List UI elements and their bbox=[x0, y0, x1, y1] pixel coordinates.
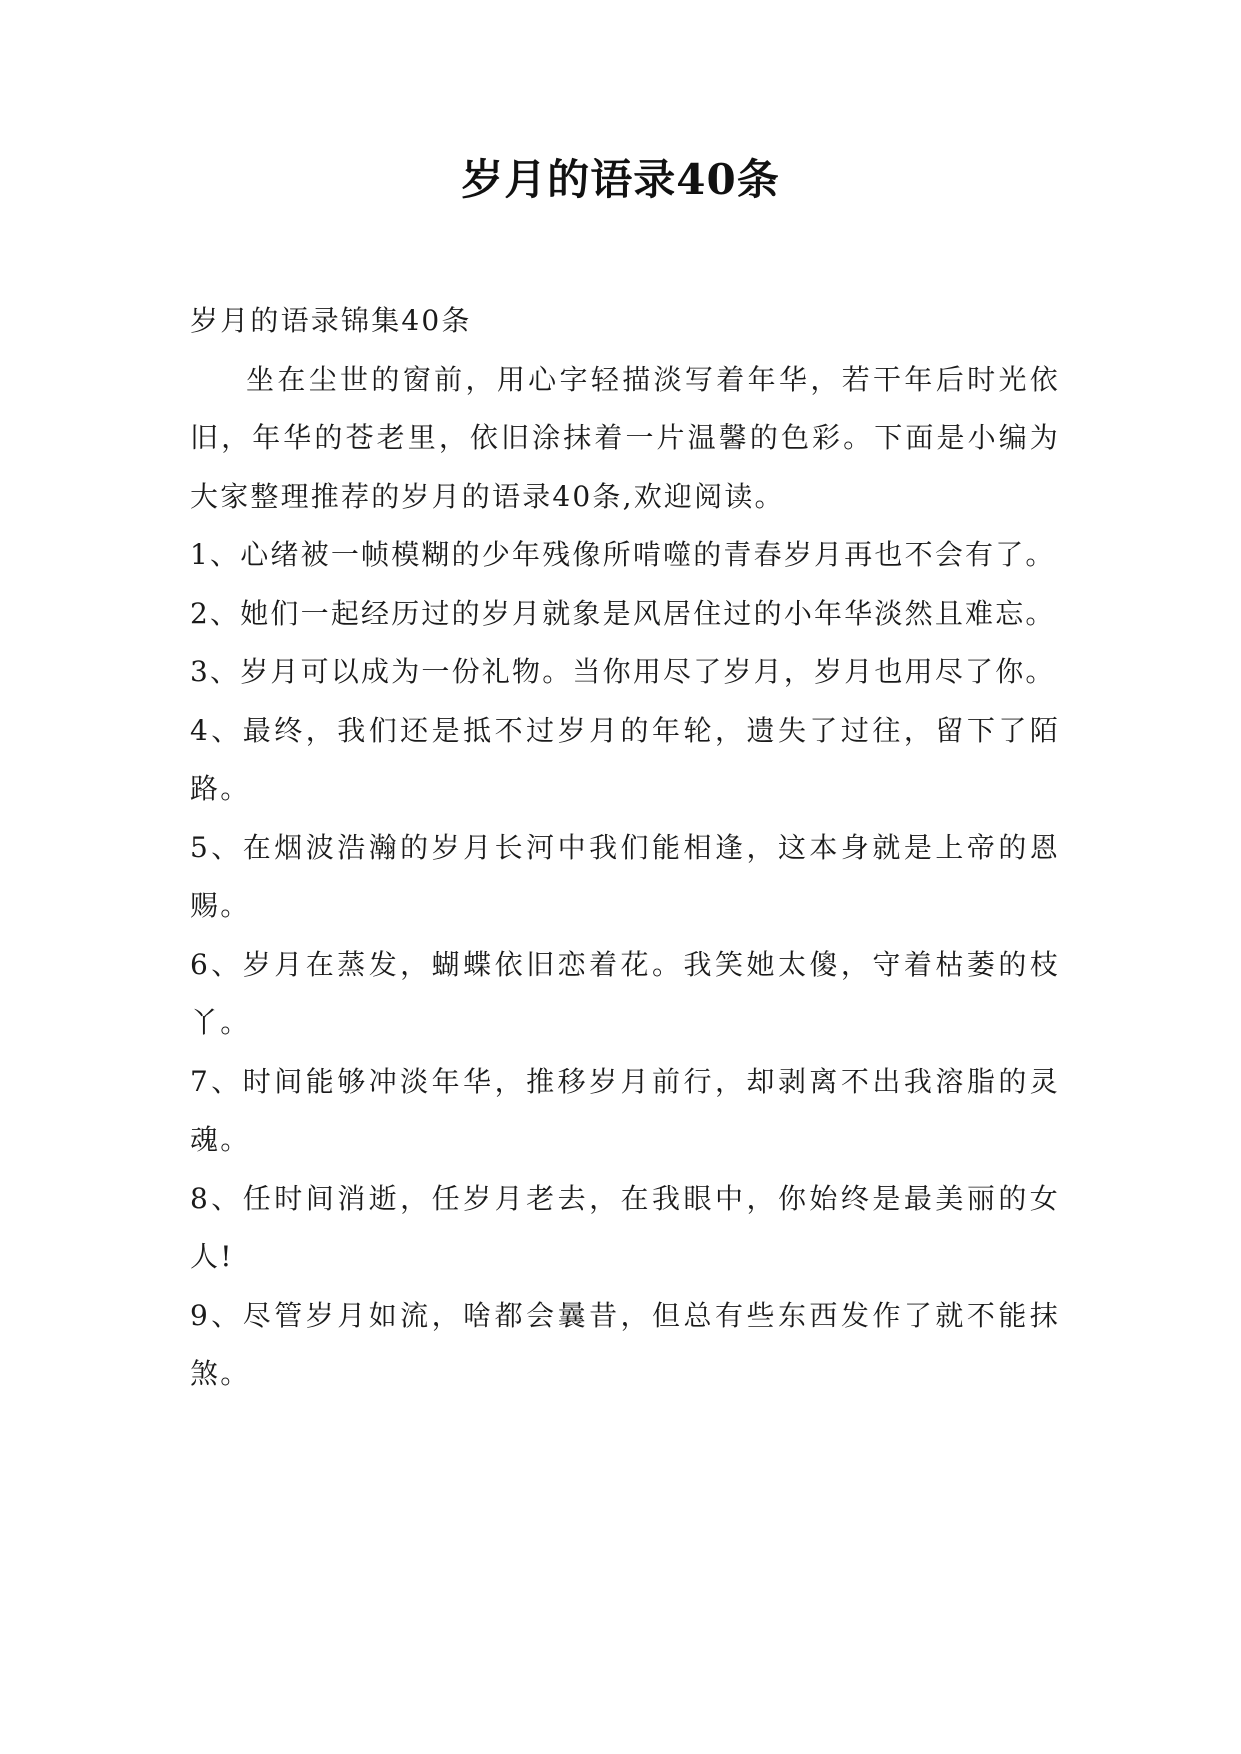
quote-item: 7、时间能够冲淡年华，推移岁月前行，却剥离不出我溶脂的灵魂。 bbox=[190, 1064, 1060, 1156]
quote-item: 4、最终，我们还是抵不过岁月的年轮，遗失了过往，留下了陌路。 bbox=[190, 713, 1060, 805]
intro-paragraph: 坐在尘世的窗前，用心字轻描淡写着年华，若干年后时光依旧，年华的苍老里，依旧涂抹着一片温馨的色彩。下面是小编为大家整理推荐的岁月的语录40条,欢迎阅读。 bbox=[190, 362, 1060, 513]
quote-item: 6、岁月在蒸发，蝴蝶依旧恋着花。我笑她太傻，守着枯萎的枝丫。 bbox=[190, 947, 1060, 1039]
quote-item: 2、她们一起经历过的岁月就象是风居住过的小年华淡然且难忘。 bbox=[190, 596, 1056, 630]
document-title: 岁月的语录40条 bbox=[461, 155, 780, 204]
quote-item: 8、任时间消逝，任岁月老去，在我眼中，你始终是最美丽的女人! bbox=[190, 1181, 1060, 1273]
quote-item: 9、尽管岁月如流，啥都会曩昔，但总有些东西发作了就不能抹煞。 bbox=[190, 1298, 1060, 1390]
quote-item: 1、心绪被一帧模糊的少年残像所啃噬的青春岁月再也不会有了。 bbox=[190, 538, 1056, 571]
quote-item: 3、岁月可以成为一份礼物。当你用尽了岁月，岁月也用尽了你。 bbox=[190, 655, 1056, 688]
quote-item: 5、在烟波浩瀚的岁月长河中我们能相逢，这本身就是上帝的恩赐。 bbox=[190, 830, 1060, 922]
document-subtitle: 岁月的语录锦集40条 bbox=[190, 304, 472, 337]
document-body bbox=[190, 292, 1060, 1404]
